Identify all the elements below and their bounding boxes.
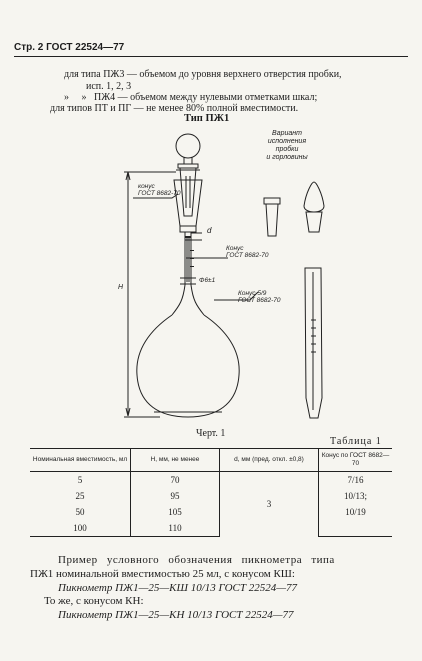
label-line: конус (138, 183, 155, 190)
variant-note (254, 130, 320, 162)
cell-cone: 7/16 (319, 472, 393, 489)
col-header: Номинальная вместимость, мл (30, 449, 131, 472)
d-label: d (207, 226, 212, 235)
cell-cone: 10/19 (319, 504, 393, 520)
example-designation: Пикнометр ПЖ1—25—КШ 10/13 ГОСТ 22524—77 (58, 582, 298, 594)
cell-cone: 10/13; (319, 488, 393, 504)
label-line: Конус (226, 245, 244, 252)
cell-volume: 5 (77, 475, 83, 485)
table-title: Таблица 1 (330, 436, 382, 447)
paragraph-line: для типа ПЖ3 — объемом до уровня верхнего отверстия пробки, (64, 69, 342, 80)
table-row (30, 472, 392, 489)
table-row (30, 520, 392, 537)
label-line: Конус 5/9 (238, 290, 267, 297)
cell-h: 105 (131, 504, 220, 520)
cell-h: 110 (131, 520, 220, 537)
variant-note-line: исполнения (267, 138, 307, 145)
cone-519-label (238, 290, 281, 304)
paragraph-line: исп. 1, 2, 3 (86, 81, 132, 92)
cell-h: 95 (131, 488, 220, 504)
data-table (30, 448, 392, 537)
label-line: ГОСТ 8682-70 (238, 297, 281, 304)
col-header: Конус по ГОСТ 8682—70 (319, 449, 393, 472)
phi-label: Φ6±1 (199, 277, 216, 284)
figure-title: Тип ПЖ1 (184, 113, 230, 124)
table-row (30, 504, 392, 520)
cone-mid-label (226, 245, 269, 259)
label-line: ГОСТ 8682-70 (138, 190, 181, 197)
table-row (30, 488, 392, 504)
cell-volume: 100 (30, 520, 131, 537)
cell-d: 3 (220, 472, 319, 537)
col-header: d, мм (пред. откл. ±0,8) (220, 449, 319, 472)
col-header: H, мм, не менее (131, 449, 220, 472)
cell-volume: 25 (75, 491, 85, 501)
variant-note-line: Вариант (272, 130, 302, 137)
cone-top-label (138, 183, 181, 197)
example-line: Пример условного обозначения пикнометра типа (58, 554, 335, 566)
page-header: Стр. 2 ГОСТ 22524—77 (14, 42, 125, 53)
example-designation: Пикнометр ПЖ1—25—КН 10/13 ГОСТ 22524—77 (58, 609, 294, 621)
cell-h: 70 (131, 472, 220, 489)
variant-note-line: и горловины (266, 154, 308, 161)
label-line: ГОСТ 8682-70 (226, 252, 269, 259)
figure-caption: Черт. 1 (196, 428, 226, 439)
paragraph-line: для типов ПТ и ПГ — не менее 80% полной вместимости. (50, 103, 299, 114)
variant-note-line: пробки (275, 146, 299, 153)
cell-volume: 50 (75, 507, 85, 517)
paragraph-line: » » ПЖ4 — объемом между нулевыми отметками шкал; (64, 92, 318, 103)
example-line: То же, с конусом КН: (44, 595, 144, 607)
example-line: ПЖ1 номинальной вместимостью 25 мл, с конусом КШ: (30, 568, 295, 580)
cell-cone (319, 520, 393, 537)
h-label: H (118, 284, 124, 291)
